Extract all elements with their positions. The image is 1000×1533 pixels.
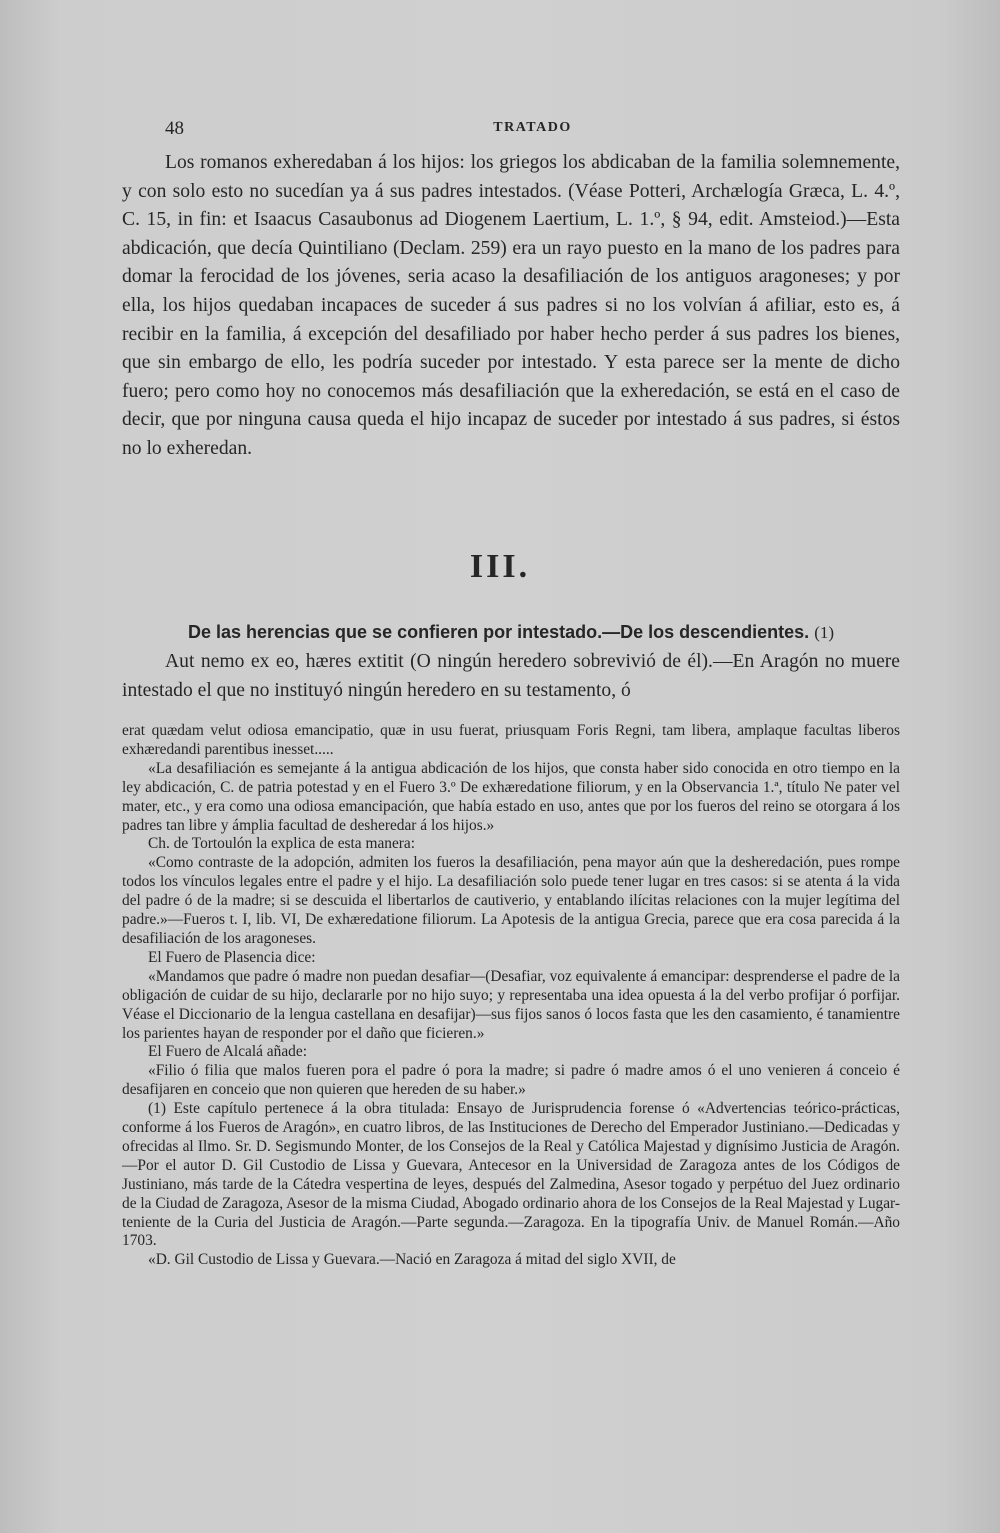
main-text-continued <box>122 648 900 705</box>
main-text <box>122 149 900 464</box>
running-head: TRATADO <box>493 120 572 135</box>
note-paragraph: «Mandamos que padre ó madre non puedan desafiar—(Desafiar, voz equivalente á emancipar: desprenderse el padre de la obligación de cuidar de su hijo, declararle por no hijo suyo; y representaba una idea opuesta á la del verbo profijar ó porfijar. Véase el Diccionario de la lengua castellana en desafijar)—sus fijos sanos ó locos fasta que les den casamiento, é tanamientre los parientes hayan de responder por el daño que ficieren.» <box>122 967 900 1042</box>
paragraph: Aut nemo ex eo, hæres extitit (O ningún heredero sobrevivió de él).—En Aragón no muere intestado el que no instituyó ningún heredero en su testamento, ó <box>122 651 900 701</box>
section-title-text: De las herencias que se confieren por intestado.—De los descendientes. <box>187 622 810 642</box>
note-paragraph: «La desafiliación es semejante á la antigua abdicación de los hijos, que consta haber sido conocida en otro tiempo en la ley abdicación, C. de patria potestad y en el Fuero 3.º De exhæredatione filiorum, y en la Observancia 1.ª, título Ne pater vel mater, etc., y era como una odiosa emancipación, que había estado en uso, antes que por los fueros del reino se otorgara á los padres tan libre y ámplia facultad de desheredar á los hijos.» <box>122 759 900 834</box>
notes <box>122 722 900 1270</box>
note-paragraph: El Fuero de Alcalá añade: <box>148 1043 307 1061</box>
note-paragraph: «Filio ó filia que malos fueren pora el padre ó pora la madre; si padre ó madre amos ó el uno venieren á conceio é desafijaren en conceio que non quieren que hereden de su haber.» <box>122 1062 900 1099</box>
note-paragraph: «D. Gil Custodio de Lissa y Guevara.—Nació en Zaragoza á mitad del siglo XVII, de <box>148 1251 676 1269</box>
note-paragraph: «Como contraste de la adopción, admiten los fueros la desafiliación, pena mayor aún que la desheredación, pues rompe todos los vínculos legales entre el padre y el hijo. La desafiliación solo puede tener lugar en tres casos: si se atenta á la vida del padre ó de la madre; si se descuida el libertarlos de cautiverio, y entablando ilícitas relaciones con la mujer legítima del padre.»—Fueros t. I, lib. VI, De exhæredatione filiorum. La Apotesis de la antigua Grecia, parece que era cosa parecida á la desafiliación de los aragoneses. <box>122 854 900 947</box>
section-title <box>122 622 900 643</box>
page-number: 48 <box>165 118 184 139</box>
note-paragraph: erat quædam velut odiosa emancipatio, quæ in usu fuerat, priusquam Foris Regni, tam libera, amplaque facultas liberos exhæredandi parentibus inesset..... <box>122 722 900 758</box>
section-number: III. <box>469 548 531 585</box>
page-header <box>165 118 900 140</box>
note-paragraph: Ch. de Tortoulón la explica de esta manera: <box>148 835 416 853</box>
paragraph: Los romanos exheredaban á los hijos: los griegos los abdicaban de la familia solemnemente, y con solo esto no sucedían ya á sus padres intestados. (Véase Potteri, Archælogía Græca, L. 4.º, C. 15, in fin: et Isaacus Casaubonus ad Diogenem Laertium, L. 1.º, § 94, edit. Amsteiod.)—Esta abdicación, que decía Quintiliano (Declam. 259) era un rayo puesto en la mano de los padres para domar la ferocidad de los jóvenes, seria acaso la desafiliación de los antiguos aragoneses; y por ella, los hijos quedaban incapaces de suceder á sus padres si no los volvían á afiliar, esto es, á recibir en la familia, á excepción del desafiliado por haber hecho perder á sus padres los bienes, que sin embargo de ello, les podría suceder por intestado. Y esta parece ser la mente de dicho fuero; pero como hoy no conocemos más desafiliación que la exheredación, se está en el caso de decir, que por ninguna causa queda el hijo incapaz de suceder por intestado á sus padres, si éstos no lo exheredan. <box>122 152 900 459</box>
note-paragraph: El Fuero de Plasencia dice: <box>148 948 316 966</box>
footnote: (1) Este capítulo pertenece á la obra titulada: Ensayo de Jurisprudencia forense ó «Advertencias teórico-prácticas, conforme á los Fueros de Aragón», en cuatro libros, de las Instituciones de Derecho del Emperador Justiniano.—Dedicadas y ofrecidas al Ilmo. Sr. D. Segismundo Monter, de los Consejos de la Real y Católica Majestad y dignísimo Justicia de Aragón.—Por el autor D. Gil Custodio de Lissa y Guevara, Antecesor en la Universidad de Zaragoza antes de los Códigos de Justiniano, más tarde de la Cátedra vespertina de leyes, después del Zalmedina, Asesor togado y perpétuo del Juez ordinario de la Ciudad de Zaragoza, Asesor de la misma Ciudad, Abogado ordinario ahora de los Consejos de la Real Majestad y Lugar-teniente de la Curia del Justicia de Aragón.—Parte segunda.—Zaragoza. En la tipografía Univ. de Manuel Román.—Año 1703. <box>122 1100 900 1250</box>
footnote-ref: (1) <box>814 623 835 642</box>
